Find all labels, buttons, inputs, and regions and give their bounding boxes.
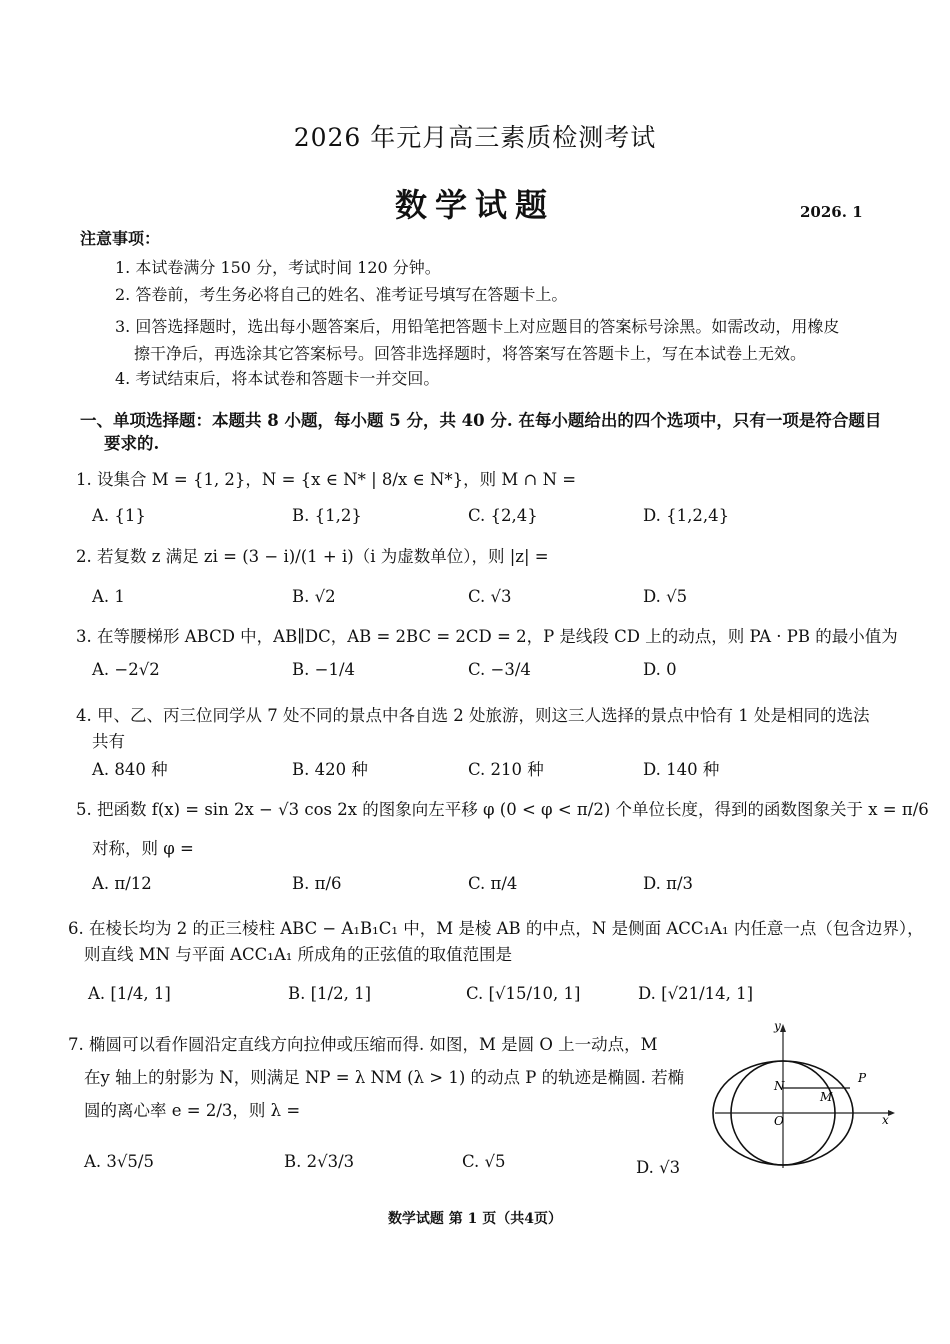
label-y: y: [774, 1020, 781, 1033]
notice-item: 4. 考试结束后，将本试卷和答题卡一并交回。: [115, 369, 440, 388]
question-7-stem: 7. 椭圆可以看作圆沿定直线方向拉伸或压缩而得. 如图，M 是圆 O 上一动点，M: [68, 1035, 658, 1054]
question-7-option-c: C. √5: [462, 1152, 506, 1171]
question-7-option-b: B. 2√3/3: [284, 1152, 355, 1171]
question-6-option-b: B. [1/2, 1]: [288, 984, 372, 1003]
question-6-option-c: C. [√15/10, 1]: [466, 984, 581, 1003]
question-4-option-b: B. 420 种: [292, 760, 368, 779]
question-4-stem-continued: 共有: [92, 732, 125, 751]
question-5-option-c: C. π/4: [468, 874, 518, 893]
question-7-stem-continued: 圆的离心率 e = 2/3，则 λ =: [84, 1101, 301, 1120]
question-1-option-a: A. {1}: [92, 506, 146, 525]
notice-item: 2. 答卷前，考生务必将自己的姓名、准考证号填写在答题卡上。: [115, 285, 568, 304]
y-axis-arrow: [780, 1024, 786, 1032]
question-3-option-d: D. 0: [643, 660, 677, 679]
question-1-stem: 1. 设集合 M = {1, 2}，N = {x ∈ N* | 8/x ∈ N*}，则 M ∩ N =: [76, 470, 577, 489]
label-n: N: [774, 1079, 785, 1093]
question-1-option-b: B. {1,2}: [292, 506, 362, 525]
question-6-option-a: A. [1/4, 1]: [88, 984, 171, 1003]
label-o: O: [774, 1114, 784, 1128]
question-2-option-d: D. √5: [643, 587, 688, 606]
label-x: x: [882, 1113, 889, 1127]
question-2-option-b: B. √2: [292, 587, 336, 606]
exam-title: 2026 年元月高三素质检测考试: [293, 123, 657, 152]
question-1-option-d: D. {1,2,4}: [643, 506, 730, 525]
notice-item: 3. 回答选择题时，选出每小题答案后，用铅笔把答题卡上对应题目的答案标号涂黑。如需改动，用橡皮: [115, 317, 840, 336]
label-p: P: [858, 1071, 867, 1085]
question-7-option-a: A. 3√5/5: [84, 1152, 154, 1171]
question-6-option-d: D. [√21/14, 1]: [638, 984, 754, 1003]
question-4-option-c: C. 210 种: [468, 760, 544, 779]
question-5-option-d: D. π/3: [643, 874, 694, 893]
question-3-stem: 3. 在等腰梯形 ABCD 中，AB∥DC，AB = 2BC = 2CD = 2，P 是线段 CD 上的动点，则 PA · PB 的最小值为: [76, 627, 898, 646]
question-1-option-c: C. {2,4}: [468, 506, 538, 525]
question-5-stem-continued: 对称，则 φ =: [92, 839, 194, 858]
section-heading-continued: 要求的.: [104, 434, 160, 453]
question-4-option-a: A. 840 种: [92, 760, 168, 779]
x-axis-arrow: [888, 1110, 895, 1116]
question-4-stem: 4. 甲、乙、丙三位同学从 7 处不同的景点中各自选 2 处旅游，则这三人选择的景点中恰有 1 处是相同的选法: [76, 706, 870, 725]
question-7-option-d: D. √3: [636, 1158, 681, 1177]
section-heading: 一、单项选择题：本题共 8 小题，每小题 5 分，共 40 分. 在每小题给出的四个选项中，只有一项是符合题目: [80, 411, 882, 430]
question-2-stem: 2. 若复数 z 满足 zi = (3 − i)/(1 + i)（i 为虚数单位），则 |z| =: [76, 547, 549, 566]
question-5-stem: 5. 把函数 f(x) = sin 2x − √3 cos 2x 的图象向左平移 φ (0 < φ < π/2) 个单位长度，得到的函数图象关于 x = π/6: [76, 800, 929, 819]
question-5-option-b: B. π/6: [292, 874, 342, 893]
question-2-option-c: C. √3: [468, 587, 512, 606]
question-5-option-a: A. π/12: [92, 874, 152, 893]
notice-item-continued: 擦干净后，再选涂其它答案标号。回答非选择题时，将答案写在答题卡上，写在本试卷上无效。: [134, 344, 807, 363]
question-3-option-a: A. −2√2: [92, 660, 160, 679]
subject-title: 数学试题: [394, 186, 555, 224]
question-3-option-b: B. −1/4: [292, 660, 355, 679]
page-footer: 数学试题 第 1 页（共4页）: [387, 1211, 563, 1227]
question-7-stem-continued: 在y 轴上的射影为 N，则满足 NP = λ NM (λ > 1) 的动点 P 的轨迹是椭圆. 若椭: [84, 1068, 685, 1087]
question-3-option-c: C. −3/4: [468, 660, 531, 679]
ellipse-circle-figure: [710, 1020, 900, 1170]
exam-date: 2026. 1: [800, 203, 863, 221]
notice-item: 1. 本试卷满分 150 分，考试时间 120 分钟。: [115, 258, 441, 277]
question-4-option-d: D. 140 种: [643, 760, 720, 779]
question-6-stem-continued: 则直线 MN 与平面 ACC₁A₁ 所成角的正弦值的取值范围是: [84, 945, 513, 964]
label-m: M: [820, 1090, 833, 1104]
notice-heading: 注意事项：: [80, 229, 161, 248]
question-2-option-a: A. 1: [92, 587, 125, 606]
question-6-stem: 6. 在棱长均为 2 的正三棱柱 ABC − A₁B₁C₁ 中，M 是棱 AB 的中点，N 是侧面 ACC₁A₁ 内任意一点（包含边界），: [68, 919, 924, 938]
